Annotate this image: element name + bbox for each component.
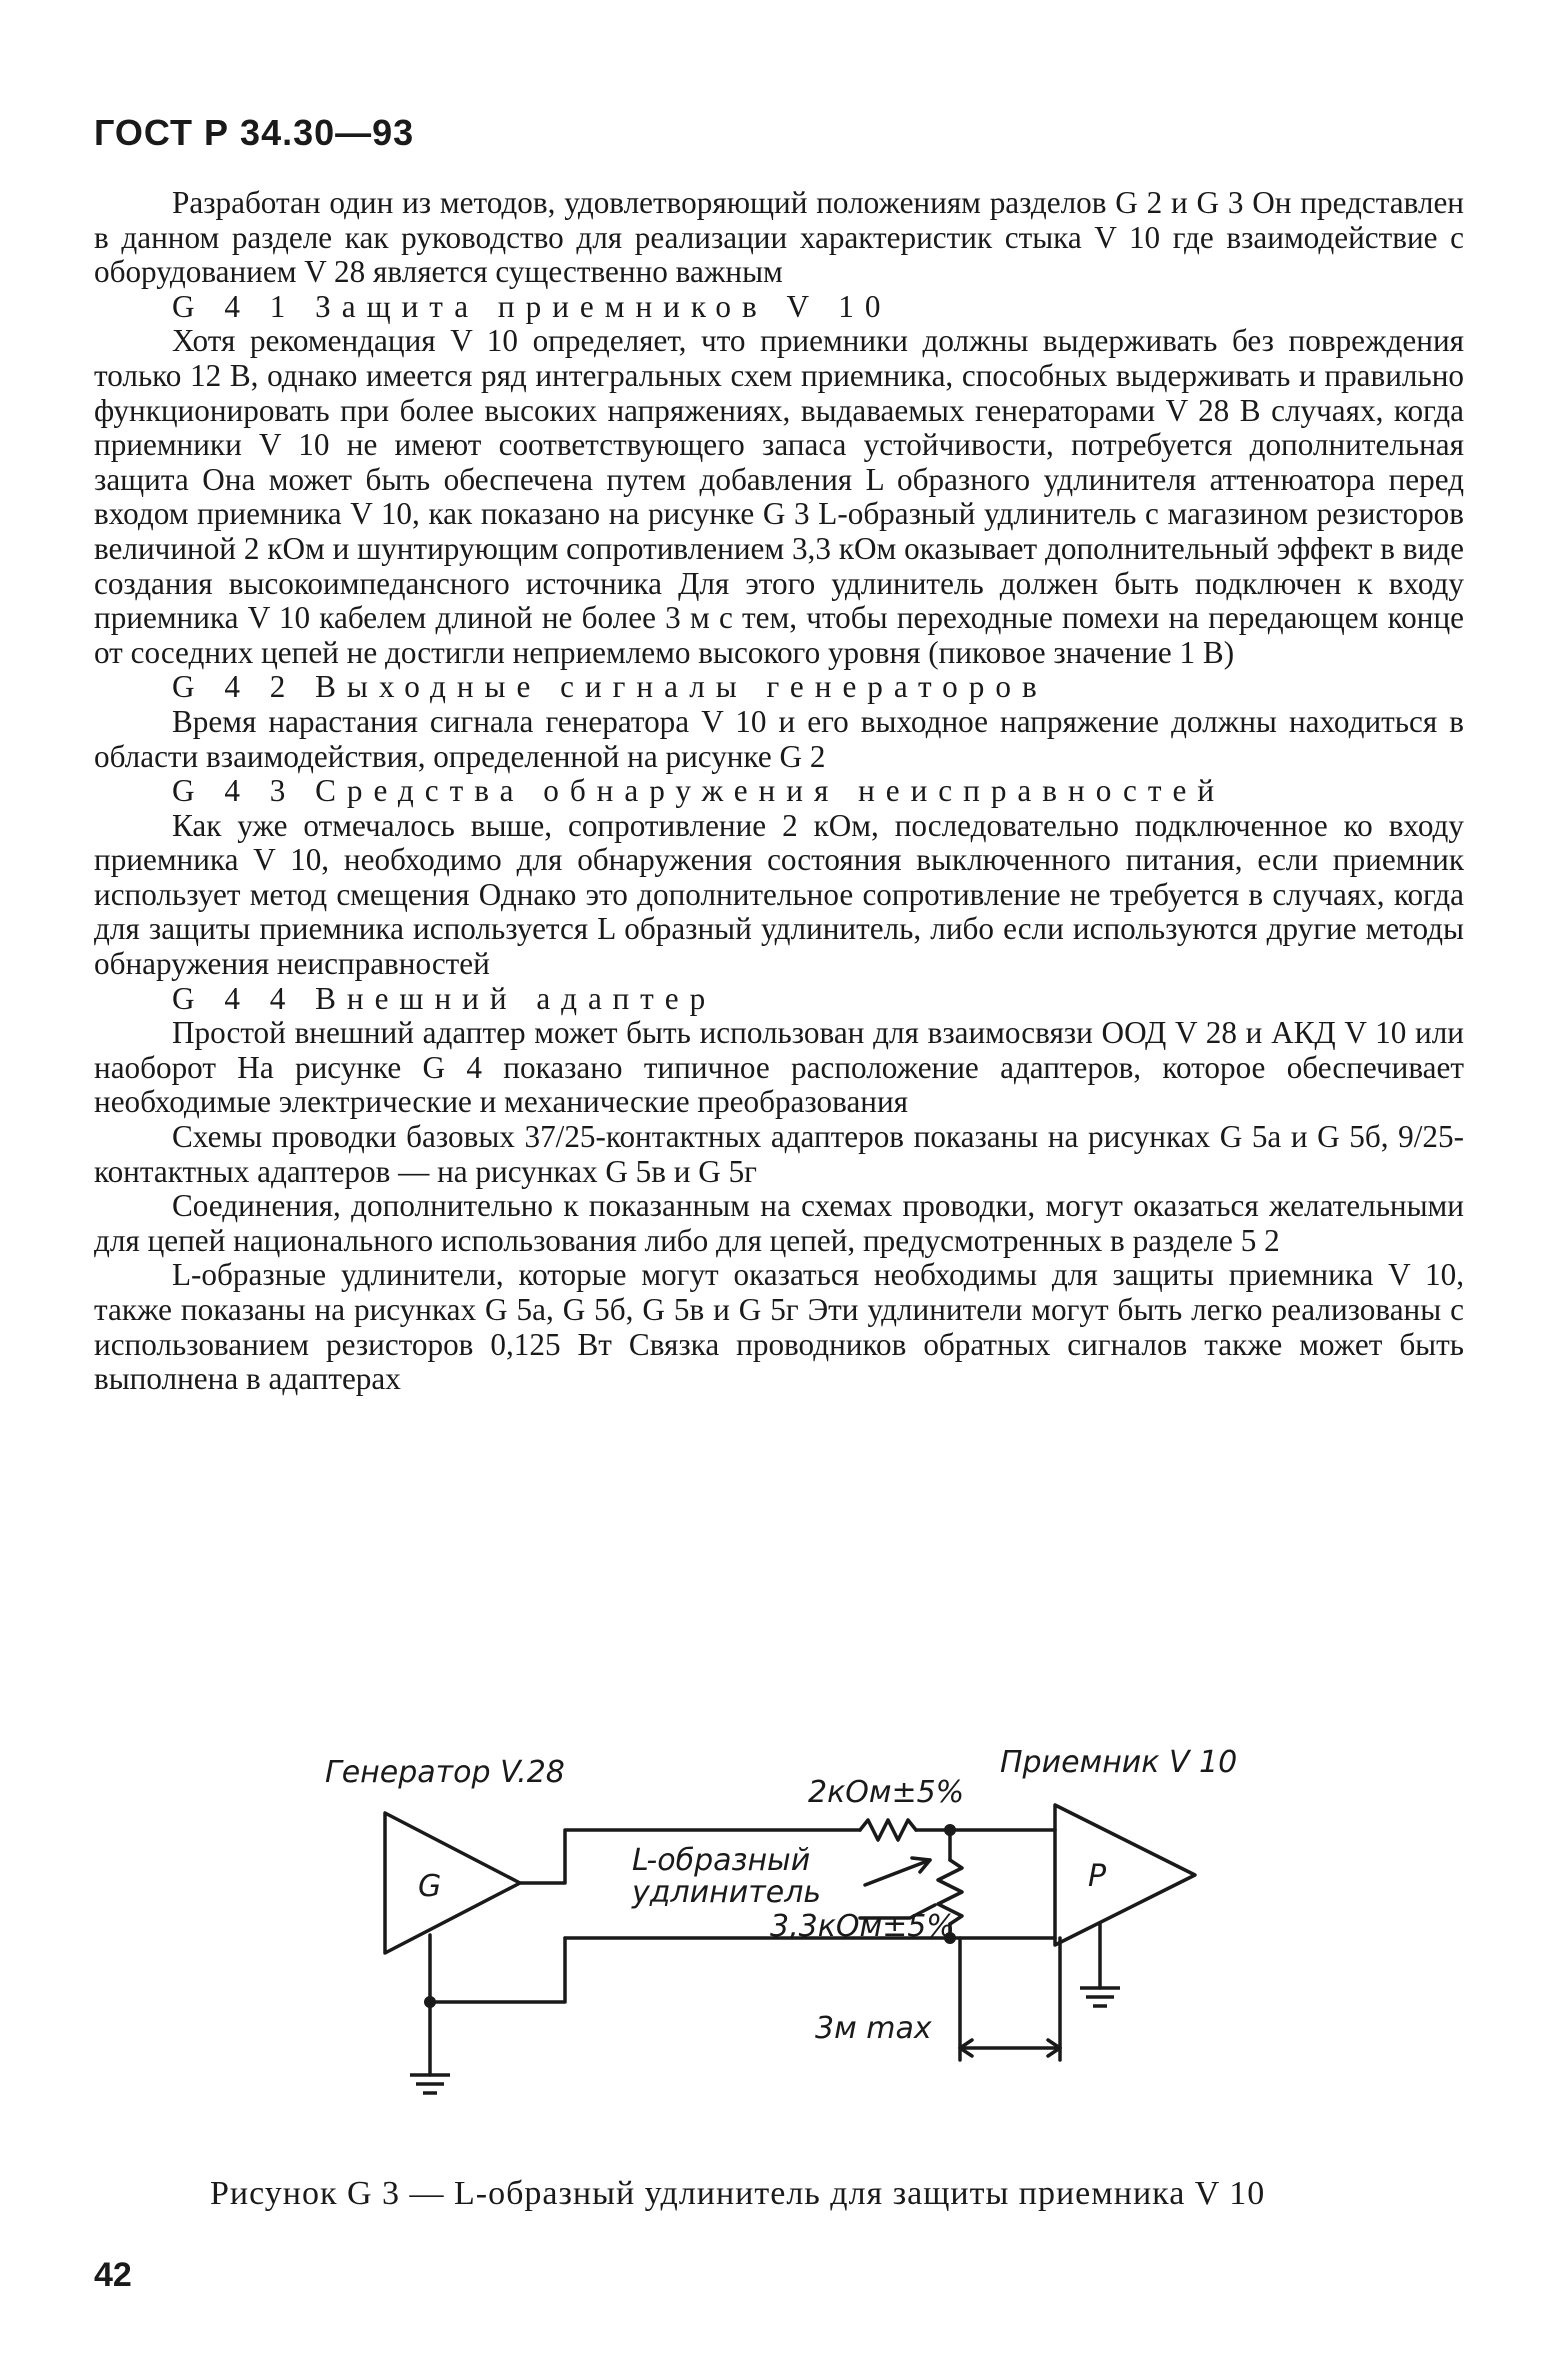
document-header: ГОСТ Р 34.30—93 — [94, 112, 415, 153]
generator-amplifier-icon — [385, 1813, 520, 1953]
paragraph: Соединения, дополнительно к показанным на схемах проводки, могут оказаться желательными для цепей национального использования либо для цепей, предусмотренных в разделе 5 2 — [94, 1188, 1464, 1258]
page-number: 42 — [94, 2256, 132, 2294]
section-heading: G 4 4 Внешний адаптер — [172, 980, 717, 1016]
circuit-diagram — [0, 1720, 1560, 2110]
junction-dot — [944, 1824, 956, 1836]
series-resistor-icon — [860, 1820, 916, 1840]
receiver-label: Приемник V 10 — [1000, 1745, 1238, 1780]
series-resistor-label: 2кОм±5% — [808, 1775, 965, 1810]
return-wire — [430, 1938, 565, 2002]
paragraph: Разработан один из методов, удовлетворяющий положениям разделов G 2 и G 3 Он представлен в данном разделе как руководство для реализации характеристик стыка V 10 где взаимодействие с оборудованием V 28 является существенно важным — [94, 185, 1464, 290]
body-text — [94, 186, 1464, 1397]
figure-caption: Рисунок G 3 — L-образный удлинитель для защиты приемника V 10 — [210, 2175, 1266, 2212]
receiver-symbol: P — [1088, 1859, 1107, 1894]
generator-symbol: G — [418, 1869, 442, 1904]
paragraph: Простой внешний адаптер может быть использован для взаимосвязи ООД V 28 и АКД V 10 или наоборот На рисунке G 4 показано типичное расположение адаптеров, которое обеспечивает необходимые электрические и механические преобразования — [94, 1015, 1464, 1120]
paragraph: L-образные удлинители, которые могут оказаться необходимы для защиты приемника V 10, также показаны на рисунках G 5а, G 5б, G 5в и G 5г Эти удлинители могут быть легко реализованы с использованием резисторов 0,125 Вт Связка проводников обратных сигналов также может быть выполнена в адаптерах — [94, 1257, 1464, 1397]
shunt-resistor-label: 3,3кОм±5% — [770, 1909, 955, 1944]
cable-length-label: 3м max — [815, 2011, 932, 2046]
attenuator-label-line2: удлинитель — [632, 1875, 822, 1910]
generator-label: Генератор V.28 — [325, 1755, 565, 1790]
paragraph: Схемы проводки базовых 37/25-контактных адаптеров показаны на рисунках G 5а и G 5б, 9/25-контактных адаптеров — на рисунках G 5в и G 5г — [94, 1119, 1464, 1189]
paragraph: Время нарастания сигнала генератора V 10 и его выходное напряжение должны находиться в области взаимодействия, определенной на рисунке G 2 — [94, 703, 1464, 774]
paragraph: Хотя рекомендация V 10 определяет, что приемники должны выдерживать без повреждения только 12 В, однако имеется ряд интегральных схем приемника, способных выдерживать и правильно функционировать при более высоких напряжениях, выдаваемых генераторами V 28 В случаях, когда приемники V 10 не имеют соответствующего запаса устойчивости, потребуется дополнительная защита Она может быть обеспечена путем добавления L образного удлинителя аттенюатора перед входом приемника V 10, как показано на рисунке G 3 L-образный удлинитель с магазином резисторов величиной 2 кОм и шунтирующим сопротивлением 3,3 кОм оказывает дополнительный эффект в виде создания высокоимпедансного источника Для этого удлинитель должен быть подключен к входу приемника V 10 кабелем длиной не более 3 м с тем, чтобы переходные помехи на передающем конце от соседних цепей не достигли неприемлемо высокого уровня (пиковое значение 1 В) — [94, 323, 1464, 670]
section-heading: G 4 1 Защита приемников V 10 — [172, 288, 892, 324]
ground-icon — [1080, 1988, 1120, 2006]
paragraph: Как уже отмечалось выше, сопротивление 2 кОм, последовательно подключенное ко входу приемника V 10, необходимо для обнаружения состояния выключенного питания, если приемник использует метод смещения Однако это дополнительное сопротивление не требуется в случаях, когда для защиты приемника используется L образный удлинитель, либо если используются другие методы обнаружения неисправностей — [94, 807, 1464, 982]
receiver-amplifier-icon — [1055, 1805, 1195, 1945]
ground-icon — [410, 2075, 450, 2093]
circuit-figure — [0, 1720, 1560, 2110]
junction-dot — [424, 1996, 436, 2008]
section-heading: G 4 2 Выходные сигналы генераторов — [172, 669, 1048, 705]
attenuator-label-line1: L-образный — [632, 1843, 811, 1878]
section-heading: G 4 3 Средства обнаружения неисправностей — [172, 773, 1226, 809]
